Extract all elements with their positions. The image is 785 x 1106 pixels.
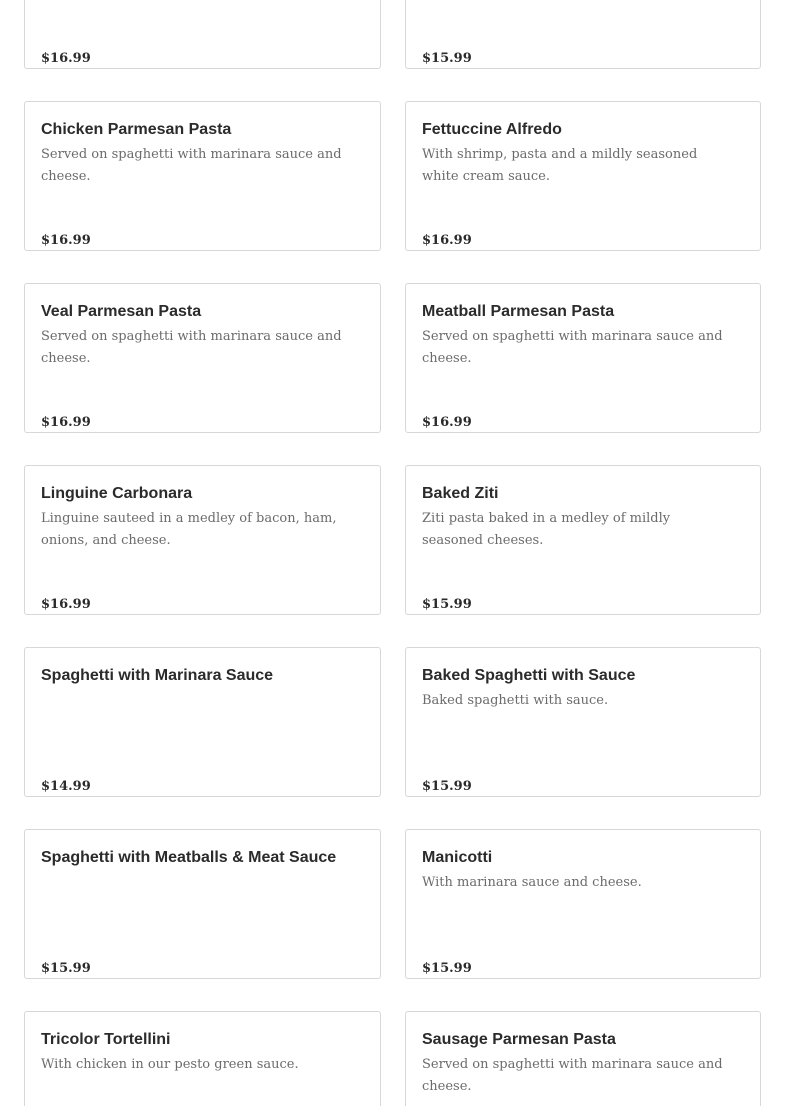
menu-item-price: $16.99 (41, 51, 91, 66)
menu-item-price: $15.99 (422, 961, 472, 976)
menu-item-card[interactable] (24, 0, 381, 69)
menu-item-price: $15.99 (422, 597, 472, 612)
menu-item-price: $15.99 (422, 779, 472, 794)
menu-item-name: Spaghetti with Meatballs & Meat Sauce (41, 849, 337, 866)
menu-item-card[interactable] (405, 465, 761, 615)
menu-item-name: Veal Parmesan Pasta (41, 303, 202, 320)
menu-item-description: With shrimp, pasta and a mildly seasoned white cream sauce. (422, 147, 698, 184)
menu-item-card[interactable] (24, 101, 381, 251)
menu-item-card[interactable] (24, 829, 381, 979)
menu-item-price: $15.99 (422, 51, 472, 66)
menu-item-description: Linguine sauteed in a medley of bacon, ham, onions, and cheese. (41, 511, 337, 548)
menu-item-price: $16.99 (41, 233, 91, 248)
menu-item-description: With marinara sauce and cheese. (422, 875, 642, 890)
menu-item-card[interactable] (24, 1011, 381, 1106)
menu-item-card[interactable] (24, 465, 381, 615)
menu-item-card[interactable] (24, 647, 381, 797)
menu-item-name: Tricolor Tortellini (41, 1031, 171, 1048)
menu-item-description: Served on spaghetti with marinara sauce and cheese. (41, 329, 342, 366)
menu-item-name: Chicken Parmesan Pasta (41, 121, 232, 138)
menu-item-price: $15.99 (41, 961, 91, 976)
menu-item-name: Baked Ziti (422, 485, 499, 502)
menu-item-name: Fettuccine Alfredo (422, 121, 562, 138)
menu-item-card[interactable] (405, 829, 761, 979)
menu-item-name: Meatball Parmesan Pasta (422, 303, 615, 320)
menu-item-card[interactable] (405, 283, 761, 433)
menu-item-description: With chicken in our pesto green sauce. (41, 1057, 299, 1072)
menu-item-price: $16.99 (422, 415, 472, 430)
menu-item-description: Served on spaghetti with marinara sauce and cheese. (41, 147, 342, 184)
menu-item-description: Baked spaghetti with sauce. (422, 693, 609, 708)
menu-item-name: Manicotti (422, 849, 493, 866)
menu-item-name: Spaghetti with Marinara Sauce (41, 667, 274, 684)
menu-item-description: Served on spaghetti with marinara sauce and cheese. (422, 1057, 723, 1094)
menu-item-name: Baked Spaghetti with Sauce (422, 667, 636, 684)
menu-item-card[interactable] (405, 0, 761, 69)
menu-item-price: $16.99 (41, 415, 91, 430)
menu-item-card[interactable] (405, 101, 761, 251)
menu-item-name: Linguine Carbonara (41, 485, 193, 502)
menu-item-name: Sausage Parmesan Pasta (422, 1031, 616, 1048)
menu-item-card[interactable] (405, 1011, 761, 1106)
menu-item-card[interactable] (24, 283, 381, 433)
menu-item-card[interactable] (405, 647, 761, 797)
menu-grid (24, 0, 761, 1106)
menu-item-price: $14.99 (41, 779, 91, 794)
menu-item-description: Served on spaghetti with marinara sauce and cheese. (422, 329, 723, 366)
menu-item-description: Ziti pasta baked in a medley of mildly seasoned cheeses. (422, 511, 671, 548)
menu-item-price: $16.99 (41, 597, 91, 612)
menu-item-price: $16.99 (422, 233, 472, 248)
